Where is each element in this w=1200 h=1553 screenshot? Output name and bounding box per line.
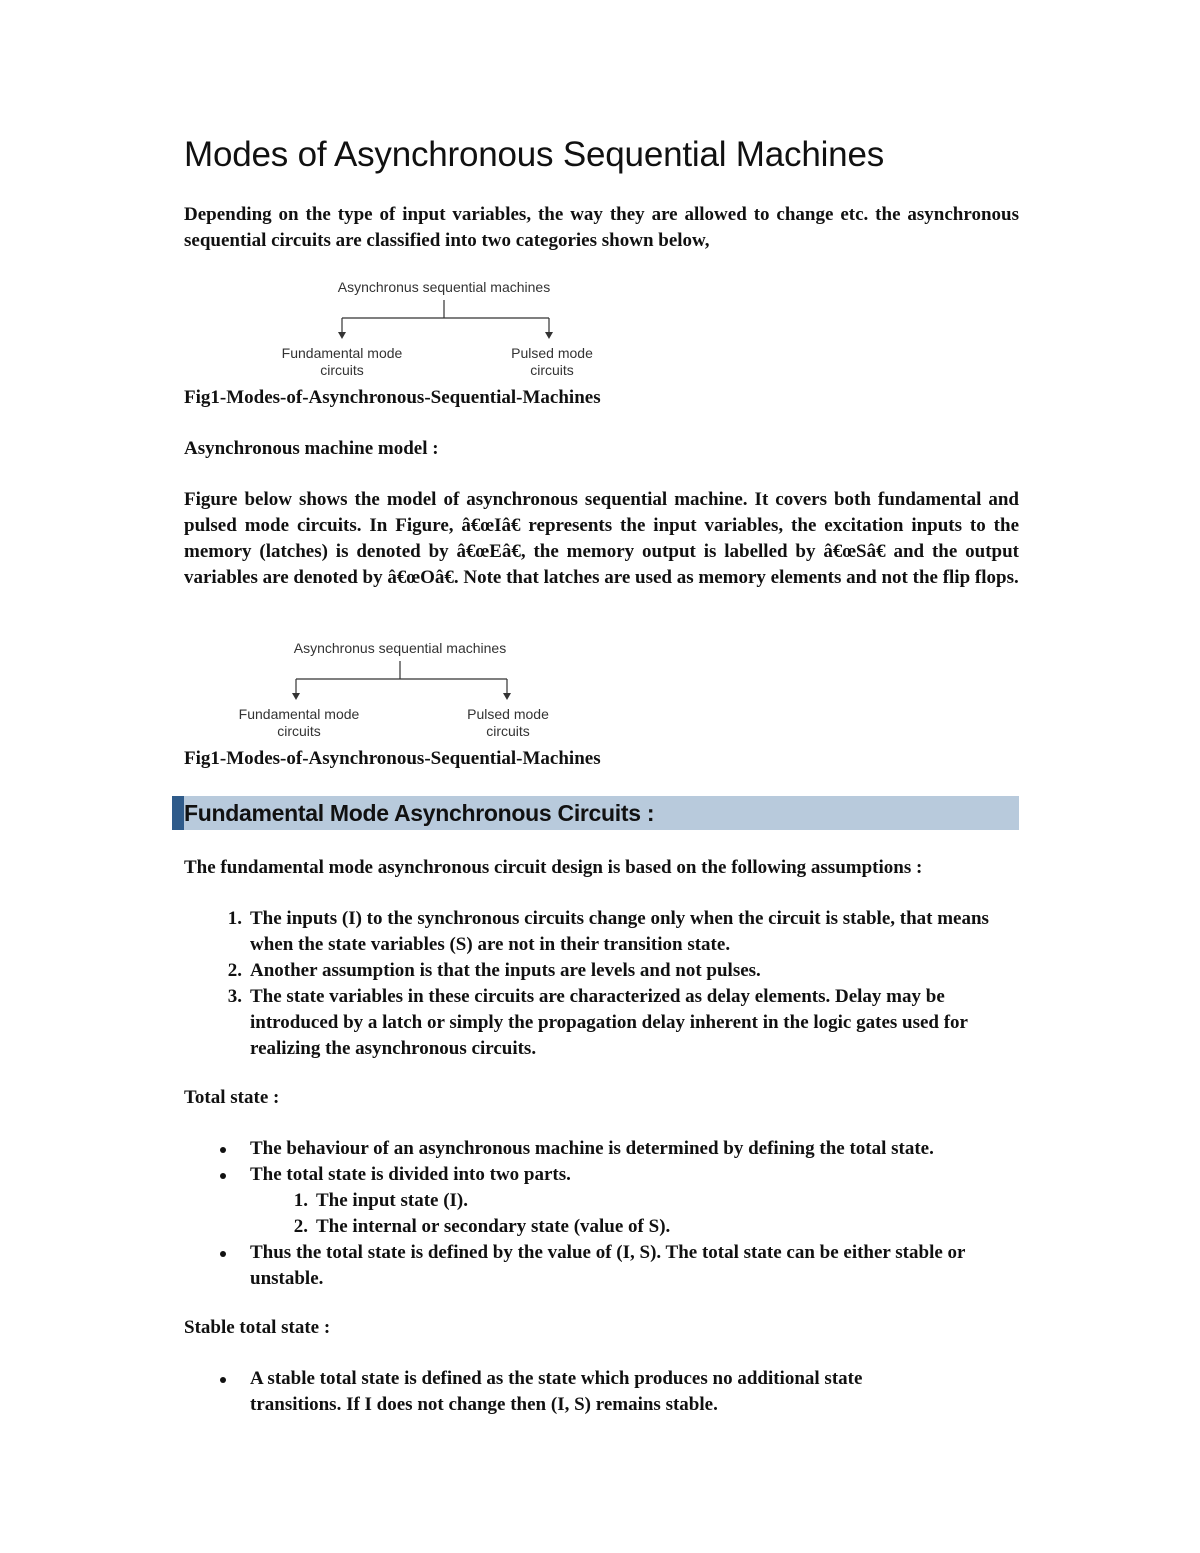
classification-diagram-svg [264, 276, 624, 376]
diagram2-left-label-1: Fundamental mode [238, 706, 360, 722]
list-item [227, 958, 1015, 984]
diagram-left-label-1: Fundamental mode [281, 345, 403, 361]
list-item [227, 906, 1015, 958]
list-item-text: Another assumption is that the inputs are levels and not pulses. [250, 960, 761, 981]
list-item-text: A stable total state is defined as the state which produces no additional state transitions. If I does not change then (I, S) remains stable. [250, 1368, 863, 1415]
total-state-heading: Total state : [184, 1087, 280, 1108]
stable-state-list [250, 1366, 940, 1418]
sub-list-item [293, 1214, 1020, 1240]
diagram-left-arrowhead [338, 332, 346, 339]
diagram2-left-label-2: circuits [277, 723, 321, 737]
list-number: 1. [227, 908, 242, 929]
list-item [250, 1136, 1020, 1162]
list-item-text: The behaviour of an asynchronous machine is determined by defining the total state. [250, 1138, 934, 1159]
total-state-list [250, 1136, 1020, 1292]
model-paragraph: Figure below shows the model of asynchronous sequential machine. It covers both fundamental and pulsed mode circuits. In Figure, â€œIâ€ represents the input variables, the excitation inputs to the memory (latches) is denoted by â€œEâ€, the memory output is labelled by â€œSâ€ and the output variables are denoted by â€œOâ€. Note that latches are used as memory elements and not the flip flops. [184, 489, 1019, 588]
diagram-left-label-2: circuits [320, 362, 364, 376]
list-item [250, 1162, 1020, 1240]
diagram2-right-label-1: Pulsed mode [467, 706, 549, 722]
assumptions-list [227, 906, 1015, 1062]
list-item [250, 1240, 1020, 1292]
list-item-text: Thus the total state is defined by the value of (I, S). The total state can be either stable or unstable. [250, 1242, 966, 1289]
bullet-icon [220, 1173, 226, 1179]
assumptions-intro: The fundamental mode asynchronous circuit design is based on the following assumptions : [184, 857, 923, 878]
page-title: Modes of Asynchronous Sequential Machines [184, 135, 885, 174]
intro-paragraph: Depending on the type of input variables, the way they are allowed to change etc. the asynchronous sequential circuits are classified into two categories shown below, [184, 204, 1019, 251]
diagram-right-arrowhead [545, 332, 553, 339]
bullet-icon [220, 1251, 226, 1257]
classification-diagram [264, 276, 624, 376]
list-item-text: The total state is divided into two parts. [250, 1164, 571, 1185]
list-item [227, 984, 1015, 1062]
section-heading: Fundamental Mode Asynchronous Circuits : [184, 800, 655, 826]
section-heading-accent [172, 796, 184, 830]
diagram2-right-arrowhead [503, 693, 511, 700]
bullet-icon [220, 1147, 226, 1153]
list-item-text: The inputs (I) to the synchronous circuits change only when the circuit is stable, that means when the state variables (S) are not in their transition state. [250, 908, 989, 955]
sub-list-item [293, 1188, 1020, 1214]
list-number: 2. [293, 1216, 308, 1237]
figure-caption-2: Fig1-Modes-of-Asynchronous-Sequential-Machines [184, 748, 601, 769]
list-item [250, 1366, 940, 1418]
classification-diagram-2-svg [220, 637, 580, 737]
figure-caption-1: Fig1-Modes-of-Asynchronous-Sequential-Machines [184, 387, 601, 408]
bullet-icon [220, 1377, 226, 1383]
diagram2-root-label: Asynchronus sequential machines [293, 640, 507, 656]
diagram-root-label: Asynchronus sequential machines [337, 279, 551, 295]
list-item-text: The input state (I). [316, 1190, 469, 1211]
stable-state-heading: Stable total state : [184, 1317, 331, 1338]
diagram2-left-arrowhead [292, 693, 300, 700]
list-number: 2. [227, 960, 242, 981]
diagram2-right-label-2: circuits [486, 723, 530, 737]
total-state-sublist [250, 1188, 1020, 1240]
model-heading: Asynchronous machine model : [184, 438, 439, 459]
diagram-right-label-2: circuits [530, 362, 574, 376]
list-item-text: The state variables in these circuits are characterized as delay elements. Delay may be introduced by a latch or simply the propagation delay inherent in the logic gates used for realizing the asynchronous circuits. [250, 986, 968, 1059]
list-item-text: The internal or secondary state (value of S). [316, 1216, 671, 1237]
diagram-right-label-1: Pulsed mode [511, 345, 593, 361]
classification-diagram-2 [220, 637, 580, 737]
list-number: 3. [227, 986, 242, 1007]
list-number: 1. [293, 1190, 308, 1211]
